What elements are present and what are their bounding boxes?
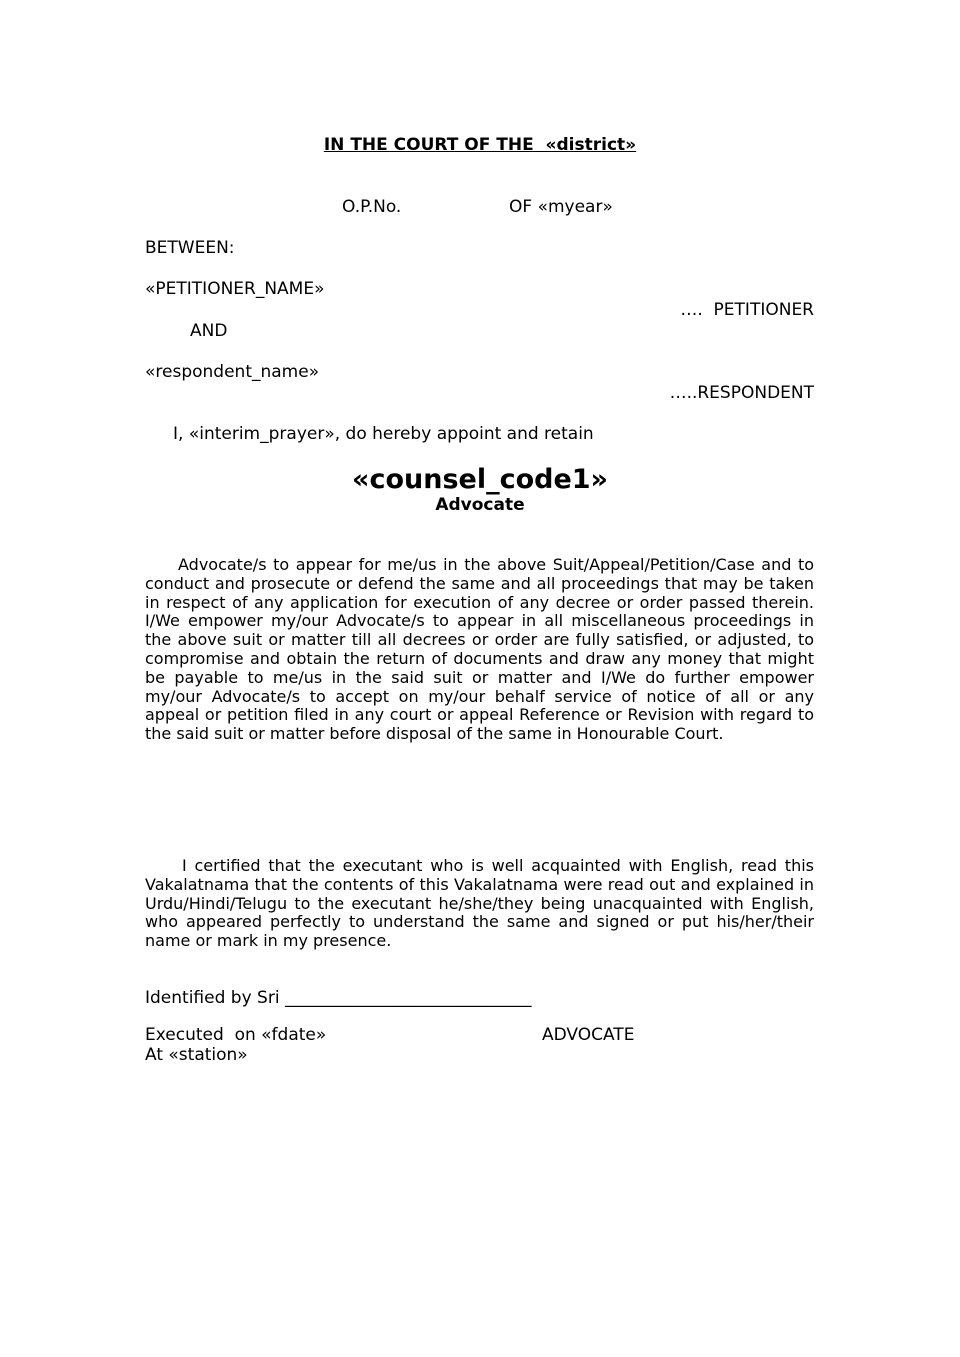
between-label: BETWEEN: — [145, 238, 235, 258]
certification-paragraph: I certified that the executant who is well acquainted with English, read this Vakalatnama that the contents of this Vakalatnama were read out and explained in Urdu/Hindi/Telugu to the executant he/she/they being unacquainted with English, who appeared perfectly to understand the same and signed or put his/her/their name or mark in my presence. — [145, 856, 814, 951]
respondent-name: «respondent_name» — [145, 362, 320, 382]
petitioner-name: «PETITIONER_NAME» — [145, 279, 325, 299]
executed-at-line: At «station» — [145, 1045, 248, 1065]
court-title: IN THE COURT OF THE «district» — [323, 135, 637, 155]
identified-by-line: Identified by Sri _____________________________ — [145, 988, 532, 1008]
petitioner-role: …. PETITIONER — [680, 300, 814, 320]
counsel-code: «counsel_code1» — [352, 464, 608, 495]
and-label: AND — [190, 321, 228, 341]
respondent-role: …..RESPONDENT — [669, 383, 814, 403]
appointment-line: I, «interim_prayer», do hereby appoint and retain — [173, 424, 594, 444]
counsel-caption: Advocate — [435, 495, 525, 515]
case-year: OF «myear» — [509, 197, 613, 217]
advocate-signature-label: ADVOCATE — [542, 1025, 635, 1045]
executed-on-line: Executed on «fdate» — [145, 1025, 327, 1045]
case-number-label: O.P.No. — [342, 197, 402, 217]
authority-paragraph: Advocate/s to appear for me/us in the above Suit/Appeal/Petition/Case and to conduct and prosecute or defend the same and all proceedings that may be taken in respect of any application for execution of any decree or order passed therein. I/We empower my/our Advocate/s to appear in all miscellaneous proceedings in the above suit or matter till all decrees or order are fully satisfied, or adjusted, to compromise and obtain the return of documents and draw any money that might be payable to me/us in the said suit or matter and I/We do further empower my/our Advocate/s to accept on my/our behalf service of notice of all or any appeal or petition filed in any court or appeal Reference or Revision with regard to the said suit or matter before disposal of the same in Honourable Court. — [145, 555, 814, 744]
